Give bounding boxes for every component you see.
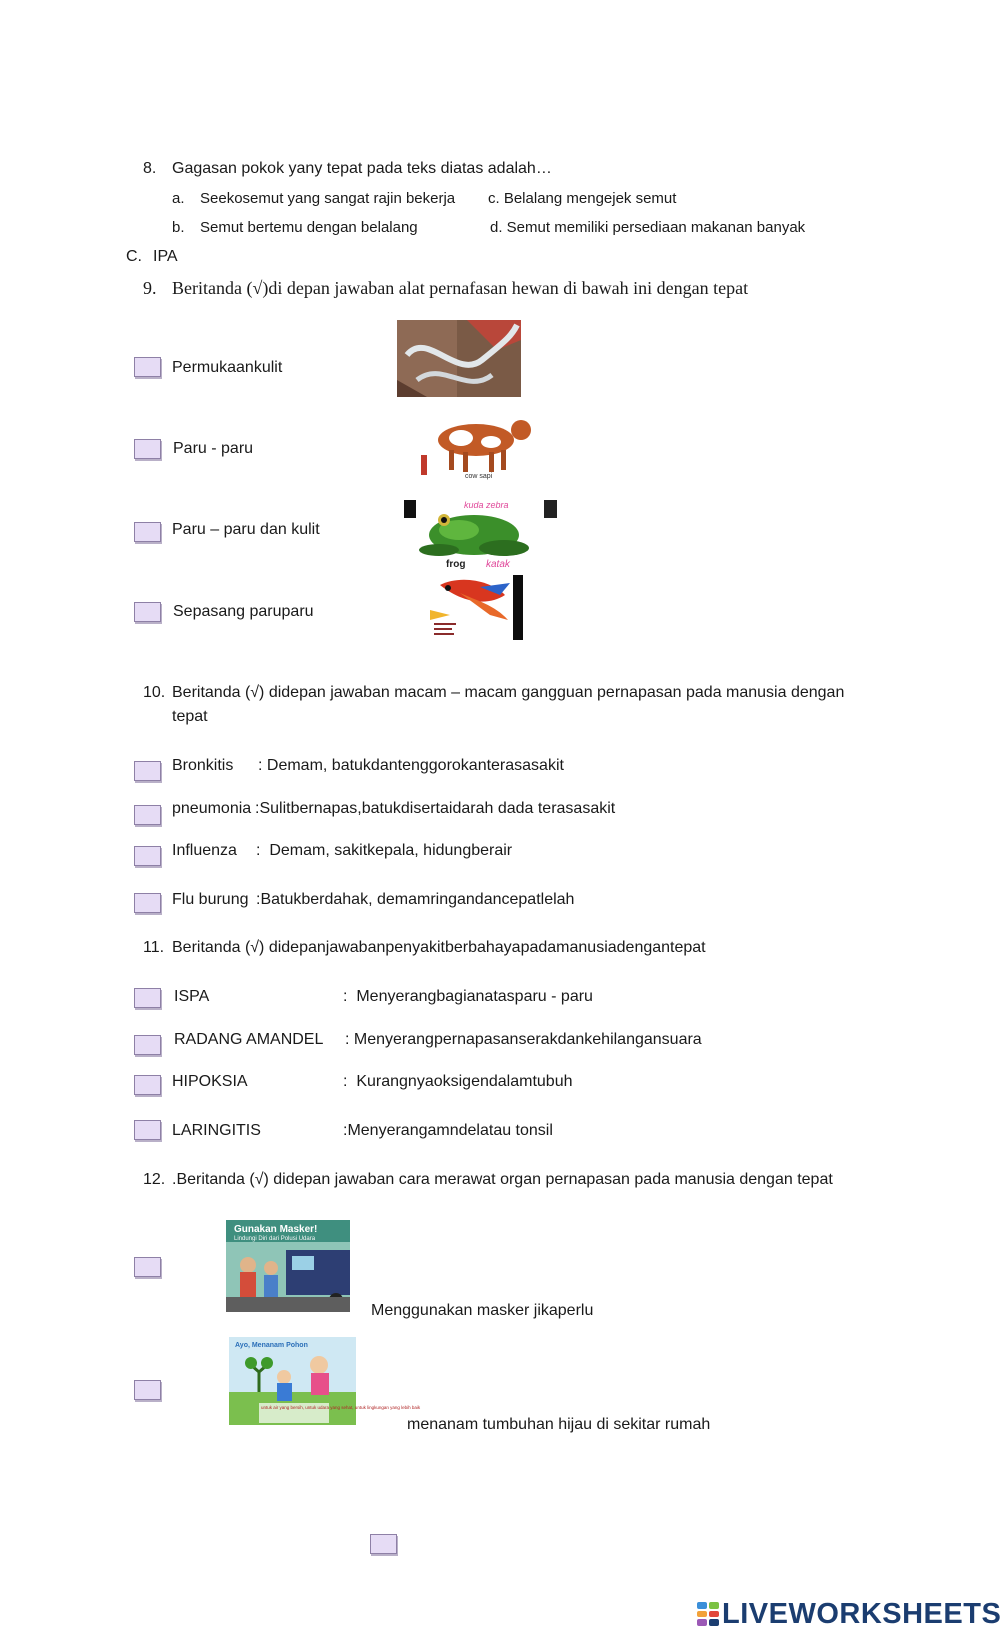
q12-number: 12. [143, 1171, 166, 1188]
q9-number: 9. [143, 278, 157, 298]
extra-checkbox[interactable] [370, 1534, 397, 1554]
q9-checkbox-2[interactable] [134, 439, 161, 459]
mask-poster-image [226, 1220, 350, 1312]
q9-checkbox-3[interactable] [134, 522, 161, 542]
section-c-label: C. [126, 248, 142, 265]
q11-checkbox-2[interactable] [134, 1035, 161, 1055]
q10-checkbox-2[interactable] [134, 805, 161, 825]
worm-image [397, 320, 521, 397]
cow-caption: cow sapi [465, 473, 493, 480]
logo-icon [697, 1602, 719, 1626]
q10-question-cont: tepat [172, 708, 208, 725]
q10-checkbox-1[interactable] [134, 761, 161, 781]
q10-row-2-name: pneumonia [172, 800, 252, 817]
planting-poster-title: Ayo, Menanam Pohon [235, 1342, 308, 1349]
q10-row-3-desc: : Demam, sakitkepala, hidungberair [256, 842, 513, 859]
liveworksheets-logo-text: LIVEWORKSHEETS [722, 1597, 1001, 1630]
q11-checkbox-1[interactable] [134, 988, 161, 1008]
q9-question: Beritanda (√)di depan jawaban alat pernafasan hewan di bawah ini dengan tepat [172, 278, 749, 298]
q10-number: 10. [143, 684, 166, 701]
q10-row-4-name: Flu burung [172, 891, 249, 908]
q11-row-3-name: HIPOKSIA [172, 1073, 248, 1090]
q11-checkbox-4[interactable] [134, 1120, 161, 1140]
mask-poster-sub: Lindungi Diri dari Polusi Udara [234, 1236, 316, 1242]
section-c-title: IPA [153, 248, 178, 265]
q9-option-1: Permukaankulit [172, 359, 283, 376]
q9-option-4: Sepasang paruparu [173, 603, 314, 620]
frog-caption: frog [446, 559, 466, 570]
q8-option-d: d. Semut memiliki persediaan makanan banyak [490, 219, 806, 236]
frog-id-caption: katak [486, 559, 510, 570]
q8-option-b: Semut bertemu dengan belalang [200, 219, 418, 236]
q12-option-1: Menggunakan masker jikaperlu [371, 1302, 594, 1319]
q10-checkbox-4[interactable] [134, 893, 161, 913]
q10-row-3-name: Influenza [172, 842, 237, 859]
q12-option-2: menanam tumbuhan hijau di sekitar rumah [407, 1416, 711, 1433]
frog-image [404, 500, 557, 570]
q8-option-a-label: a. [172, 190, 185, 207]
q8-question: Gagasan pokok yany tepat pada teks diatas adalah… [172, 160, 552, 177]
q9-checkbox-1[interactable] [134, 357, 161, 377]
q12-checkbox-2[interactable] [134, 1380, 161, 1400]
q11-row-4-desc: :Menyerangamndelatau tonsil [343, 1122, 553, 1139]
q10-row-2-desc: :Sulitbernapas,batukdisertaidarah dada terasasakit [255, 800, 616, 817]
q12-question: .Beritanda (√) didepan jawaban cara merawat organ pernapasan pada manusia dengan tepat [172, 1171, 833, 1188]
q11-checkbox-3[interactable] [134, 1075, 161, 1095]
q8-option-c: c. Belalang mengejek semut [488, 190, 677, 207]
q11-row-3-desc: : Kurangnyaoksigendalamtubuh [343, 1073, 573, 1090]
q10-checkbox-3[interactable] [134, 846, 161, 866]
q11-question: Beritanda (√) didepanjawabanpenyakitberbahayapadamanusiadengantepat [172, 939, 706, 956]
planting-poster-caption: untuk air yang bersih, untuk udara yang sehat, untuk lingkungan yang lebih baik [261, 1405, 421, 1410]
q8-option-a: Seekosemut yang sangat rajin bekerja [200, 190, 456, 207]
mask-poster-title: Gunakan Masker! [234, 1224, 318, 1235]
cow-image [421, 410, 539, 480]
q9-checkbox-4[interactable] [134, 602, 161, 622]
q10-row-4-desc: :Batukberdahak, demamringandancepatlelah [256, 891, 575, 908]
q9-option-3: Paru – paru dan kulit [172, 521, 320, 538]
q10-question: Beritanda (√) didepan jawaban macam – macam gangguan pernapasan pada manusia dengan [172, 684, 845, 701]
q11-row-2-name: RADANG AMANDEL [174, 1031, 324, 1048]
bird-image [420, 575, 523, 640]
liveworksheets-logo [697, 1597, 1001, 1631]
q9-option-2: Paru - paru [173, 440, 254, 457]
q8-option-b-label: b. [172, 219, 185, 236]
q8-number: 8. [143, 160, 157, 177]
q11-row-4-name: LARINGITIS [172, 1122, 261, 1139]
planting-poster-image [229, 1337, 421, 1425]
frog-top-caption: kuda zebra [464, 500, 509, 510]
q11-row-2-desc: : Menyerangpernapasanserakdankehilangansuara [345, 1031, 702, 1048]
q11-number: 11. [143, 939, 165, 956]
q10-row-1-name: Bronkitis [172, 757, 234, 774]
q10-row-1-desc: : Demam, batukdantenggorokanterasasakit [258, 757, 564, 774]
q11-row-1-desc: : Menyerangbagianatasparu - paru [343, 988, 593, 1005]
q12-checkbox-1[interactable] [134, 1257, 161, 1277]
q11-row-1-name: ISPA [174, 988, 210, 1005]
